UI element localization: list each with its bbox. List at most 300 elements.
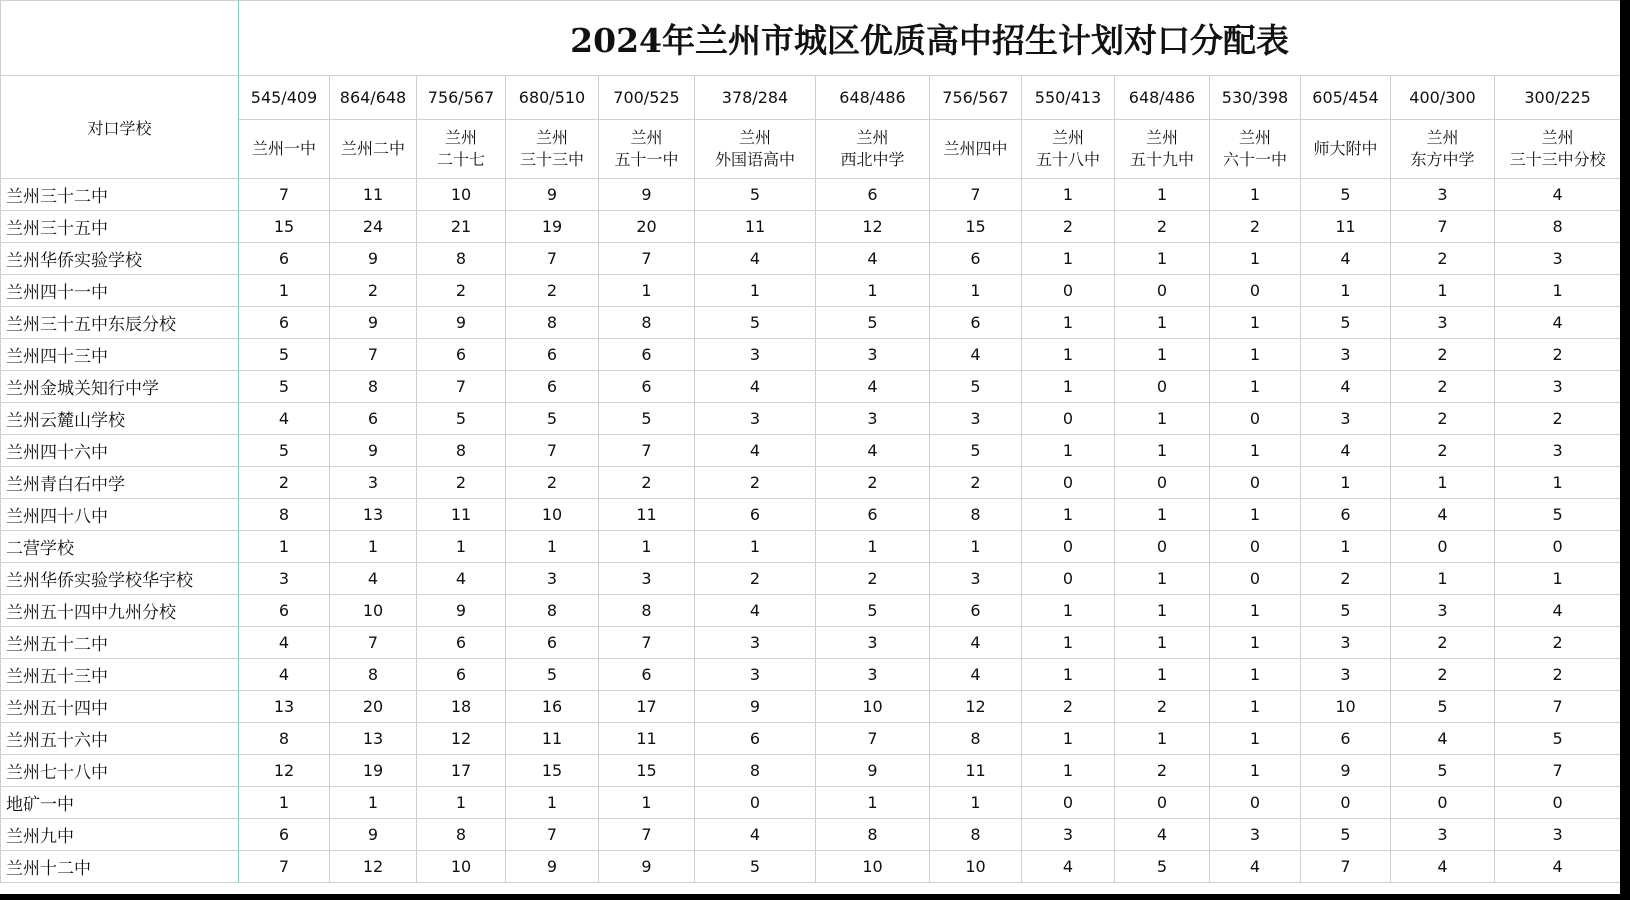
quota-cell[interactable]: 5: [695, 851, 816, 883]
quota-cell[interactable]: 2: [1115, 755, 1210, 787]
quota-cell[interactable]: 7: [816, 723, 930, 755]
quota-cell[interactable]: 0: [1210, 787, 1301, 819]
column-school-name-cell[interactable]: [1495, 120, 1621, 179]
quota-cell[interactable]: 5: [1495, 723, 1621, 755]
quota-cell[interactable]: 9: [1301, 755, 1391, 787]
quota-cell[interactable]: 1: [239, 787, 330, 819]
quota-cell[interactable]: 12: [239, 755, 330, 787]
row-school-cell[interactable]: 兰州云麓山学校: [1, 403, 239, 435]
quota-cell[interactable]: 3: [330, 467, 417, 499]
quota-cell[interactable]: 1: [1391, 563, 1495, 595]
quota-cell[interactable]: 3: [1301, 659, 1391, 691]
quota-cell[interactable]: 10: [330, 595, 417, 627]
quota-cell[interactable]: 13: [330, 499, 417, 531]
quota-cell[interactable]: 6: [930, 307, 1022, 339]
quota-cell[interactable]: 4: [1301, 435, 1391, 467]
quota-cell[interactable]: 1: [1115, 403, 1210, 435]
quota-cell[interactable]: 4: [1022, 851, 1115, 883]
corner-cell[interactable]: [1, 1, 239, 76]
quota-cell[interactable]: 2: [1115, 691, 1210, 723]
quota-cell[interactable]: 1: [1115, 563, 1210, 595]
quota-cell[interactable]: 0: [1022, 467, 1115, 499]
quota-cell[interactable]: 8: [930, 819, 1022, 851]
quota-cell[interactable]: 3: [1301, 403, 1391, 435]
quota-cell[interactable]: 17: [417, 755, 506, 787]
quota-cell[interactable]: 5: [239, 435, 330, 467]
quota-cell[interactable]: 11: [695, 211, 816, 243]
column-school-name-cell[interactable]: [417, 120, 506, 179]
quota-cell[interactable]: 2: [1391, 403, 1495, 435]
row-school-cell[interactable]: 兰州五十六中: [1, 723, 239, 755]
quota-cell[interactable]: 8: [330, 371, 417, 403]
quota-cell[interactable]: 4: [695, 243, 816, 275]
quota-cell[interactable]: 9: [506, 179, 599, 211]
quota-cell[interactable]: 3: [816, 403, 930, 435]
quota-cell[interactable]: 0: [1210, 467, 1301, 499]
quota-cell[interactable]: 4: [1495, 595, 1621, 627]
quota-cell[interactable]: 1: [930, 531, 1022, 563]
quota-cell[interactable]: 3: [1495, 243, 1621, 275]
quota-cell[interactable]: 7: [1391, 211, 1495, 243]
quota-cell[interactable]: 2: [417, 467, 506, 499]
quota-cell[interactable]: 6: [599, 339, 695, 371]
quota-cell[interactable]: 13: [239, 691, 330, 723]
quota-cell[interactable]: 3: [695, 659, 816, 691]
quota-cell[interactable]: 16: [506, 691, 599, 723]
quota-cell[interactable]: 10: [417, 851, 506, 883]
quota-cell[interactable]: 1: [1210, 179, 1301, 211]
quota-cell[interactable]: 3: [816, 339, 930, 371]
quota-cell[interactable]: 11: [1301, 211, 1391, 243]
quota-cell[interactable]: 7: [239, 851, 330, 883]
quota-cell[interactable]: 10: [816, 691, 930, 723]
quota-cell[interactable]: 7: [599, 435, 695, 467]
quota-cell[interactable]: 5: [506, 403, 599, 435]
column-school-name-cell[interactable]: [1022, 120, 1115, 179]
quota-cell[interactable]: 8: [930, 499, 1022, 531]
column-ratio-cell[interactable]: 648/486: [816, 76, 930, 120]
row-school-cell[interactable]: 兰州五十四中九州分校: [1, 595, 239, 627]
quota-cell[interactable]: 2: [816, 563, 930, 595]
quota-cell[interactable]: 2: [1391, 371, 1495, 403]
quota-cell[interactable]: 7: [1301, 851, 1391, 883]
column-school-name-cell[interactable]: [1391, 120, 1495, 179]
quota-cell[interactable]: 3: [816, 627, 930, 659]
quota-cell[interactable]: 1: [1210, 755, 1301, 787]
quota-cell[interactable]: 0: [1022, 531, 1115, 563]
column-school-name-cell[interactable]: [930, 120, 1022, 179]
quota-cell[interactable]: 1: [1301, 275, 1391, 307]
quota-cell[interactable]: 2: [239, 467, 330, 499]
quota-cell[interactable]: 11: [330, 179, 417, 211]
quota-cell[interactable]: 9: [506, 851, 599, 883]
quota-cell[interactable]: 10: [930, 851, 1022, 883]
quota-cell[interactable]: 3: [1391, 819, 1495, 851]
table-title[interactable]: 2024年兰州市城区优质高中招生计划对口分配表: [239, 1, 1621, 76]
quota-cell[interactable]: 6: [506, 627, 599, 659]
quota-cell[interactable]: 1: [1210, 691, 1301, 723]
quota-cell[interactable]: 1: [1210, 595, 1301, 627]
quota-cell[interactable]: 3: [1301, 627, 1391, 659]
quota-cell[interactable]: 4: [1391, 499, 1495, 531]
quota-cell[interactable]: 5: [930, 371, 1022, 403]
quota-cell[interactable]: 3: [506, 563, 599, 595]
quota-cell[interactable]: 1: [599, 531, 695, 563]
quota-cell[interactable]: 5: [239, 371, 330, 403]
quota-cell[interactable]: 0: [1301, 787, 1391, 819]
quota-cell[interactable]: 1: [1495, 275, 1621, 307]
quota-cell[interactable]: 1: [1495, 467, 1621, 499]
quota-cell[interactable]: 2: [695, 563, 816, 595]
quota-cell[interactable]: 12: [816, 211, 930, 243]
quota-cell[interactable]: 3: [695, 627, 816, 659]
quota-cell[interactable]: 2: [1210, 211, 1301, 243]
quota-cell[interactable]: 4: [695, 435, 816, 467]
quota-cell[interactable]: 1: [1495, 563, 1621, 595]
quota-cell[interactable]: 9: [330, 435, 417, 467]
column-school-name-cell[interactable]: [506, 120, 599, 179]
quota-cell[interactable]: 3: [1022, 819, 1115, 851]
quota-cell[interactable]: 1: [1210, 499, 1301, 531]
quota-cell[interactable]: 1: [1210, 627, 1301, 659]
column-ratio-cell[interactable]: 300/225: [1495, 76, 1621, 120]
quota-cell[interactable]: 4: [1115, 819, 1210, 851]
quota-cell[interactable]: 1: [695, 275, 816, 307]
quota-cell[interactable]: 4: [1301, 243, 1391, 275]
quota-cell[interactable]: 1: [1115, 179, 1210, 211]
quota-cell[interactable]: 24: [330, 211, 417, 243]
column-ratio-cell[interactable]: 756/567: [930, 76, 1022, 120]
quota-cell[interactable]: 9: [599, 179, 695, 211]
quota-cell[interactable]: 8: [695, 755, 816, 787]
quota-cell[interactable]: 4: [816, 243, 930, 275]
quota-cell[interactable]: 21: [417, 211, 506, 243]
quota-cell[interactable]: 4: [930, 627, 1022, 659]
quota-cell[interactable]: 7: [1495, 755, 1621, 787]
column-ratio-cell[interactable]: 648/486: [1115, 76, 1210, 120]
column-school-name-cell[interactable]: [1210, 120, 1301, 179]
quota-cell[interactable]: 6: [239, 243, 330, 275]
quota-cell[interactable]: 3: [1495, 819, 1621, 851]
column-school-name-cell[interactable]: [816, 120, 930, 179]
row-school-cell[interactable]: 兰州五十四中: [1, 691, 239, 723]
column-ratio-cell[interactable]: 864/648: [330, 76, 417, 120]
quota-cell[interactable]: 6: [417, 659, 506, 691]
quota-cell[interactable]: 8: [599, 307, 695, 339]
quota-cell[interactable]: 0: [1115, 371, 1210, 403]
quota-cell[interactable]: 2: [1301, 563, 1391, 595]
quota-cell[interactable]: 6: [417, 627, 506, 659]
quota-cell[interactable]: 3: [1301, 339, 1391, 371]
quota-cell[interactable]: 6: [330, 403, 417, 435]
quota-cell[interactable]: 2: [1022, 211, 1115, 243]
quota-cell[interactable]: 1: [1115, 723, 1210, 755]
quota-cell[interactable]: 15: [930, 211, 1022, 243]
quota-cell[interactable]: 7: [599, 819, 695, 851]
quota-cell[interactable]: 7: [239, 179, 330, 211]
quota-cell[interactable]: 6: [599, 659, 695, 691]
quota-cell[interactable]: 4: [1301, 371, 1391, 403]
quota-cell[interactable]: 1: [930, 275, 1022, 307]
quota-cell[interactable]: 6: [417, 339, 506, 371]
quota-cell[interactable]: 17: [599, 691, 695, 723]
quota-cell[interactable]: 4: [1391, 851, 1495, 883]
quota-cell[interactable]: 1: [239, 275, 330, 307]
quota-cell[interactable]: 1: [816, 787, 930, 819]
quota-cell[interactable]: 1: [1022, 435, 1115, 467]
row-school-cell[interactable]: 兰州四十六中: [1, 435, 239, 467]
quota-cell[interactable]: 9: [816, 755, 930, 787]
quota-cell[interactable]: 1: [1301, 531, 1391, 563]
quota-cell[interactable]: 9: [417, 307, 506, 339]
quota-cell[interactable]: 1: [1115, 659, 1210, 691]
column-ratio-cell[interactable]: 530/398: [1210, 76, 1301, 120]
quota-cell[interactable]: 8: [239, 499, 330, 531]
quota-cell[interactable]: 1: [506, 787, 599, 819]
quota-cell[interactable]: 6: [506, 339, 599, 371]
quota-cell[interactable]: 19: [506, 211, 599, 243]
quota-cell[interactable]: 8: [816, 819, 930, 851]
quota-cell[interactable]: 2: [695, 467, 816, 499]
quota-cell[interactable]: 15: [599, 755, 695, 787]
quota-cell[interactable]: 2: [1391, 435, 1495, 467]
quota-cell[interactable]: 0: [1210, 403, 1301, 435]
quota-cell[interactable]: 7: [506, 243, 599, 275]
quota-cell[interactable]: 3: [930, 403, 1022, 435]
quota-cell[interactable]: 3: [1391, 595, 1495, 627]
quota-cell[interactable]: 1: [816, 531, 930, 563]
quota-cell[interactable]: 2: [330, 275, 417, 307]
quota-cell[interactable]: 6: [816, 179, 930, 211]
quota-cell[interactable]: 8: [506, 307, 599, 339]
quota-cell[interactable]: 1: [330, 531, 417, 563]
quota-cell[interactable]: 1: [1115, 243, 1210, 275]
quota-cell[interactable]: 4: [816, 371, 930, 403]
column-ratio-cell[interactable]: 756/567: [417, 76, 506, 120]
column-ratio-cell[interactable]: 605/454: [1301, 76, 1391, 120]
quota-cell[interactable]: 4: [930, 659, 1022, 691]
quota-cell[interactable]: 2: [1391, 243, 1495, 275]
quota-cell[interactable]: 3: [239, 563, 330, 595]
quota-cell[interactable]: 6: [1301, 499, 1391, 531]
quota-cell[interactable]: 9: [695, 691, 816, 723]
quota-cell[interactable]: 2: [1391, 659, 1495, 691]
quota-cell[interactable]: 0: [1022, 787, 1115, 819]
quota-cell[interactable]: 5: [1391, 691, 1495, 723]
quota-cell[interactable]: 13: [330, 723, 417, 755]
quota-cell[interactable]: 1: [816, 275, 930, 307]
quota-cell[interactable]: 5: [417, 403, 506, 435]
row-school-cell[interactable]: 兰州青白石中学: [1, 467, 239, 499]
quota-cell[interactable]: 1: [1115, 307, 1210, 339]
quota-cell[interactable]: 2: [1495, 339, 1621, 371]
row-school-cell[interactable]: 兰州三十二中: [1, 179, 239, 211]
quota-cell[interactable]: 1: [1115, 499, 1210, 531]
quota-cell[interactable]: 1: [239, 531, 330, 563]
quota-cell[interactable]: 4: [239, 627, 330, 659]
quota-cell[interactable]: 4: [1495, 851, 1621, 883]
quota-cell[interactable]: 1: [1022, 339, 1115, 371]
quota-cell[interactable]: 1: [1210, 307, 1301, 339]
quota-cell[interactable]: 12: [417, 723, 506, 755]
column-ratio-cell[interactable]: 700/525: [599, 76, 695, 120]
quota-cell[interactable]: 5: [1495, 499, 1621, 531]
quota-cell[interactable]: 5: [599, 403, 695, 435]
quota-cell[interactable]: 11: [599, 499, 695, 531]
quota-cell[interactable]: 10: [1301, 691, 1391, 723]
quota-cell[interactable]: 2: [1022, 691, 1115, 723]
quota-cell[interactable]: 5: [1391, 755, 1495, 787]
quota-cell[interactable]: 4: [330, 563, 417, 595]
quota-cell[interactable]: 1: [1022, 499, 1115, 531]
quota-cell[interactable]: 9: [330, 819, 417, 851]
quota-cell[interactable]: 3: [1391, 179, 1495, 211]
quota-cell[interactable]: 19: [330, 755, 417, 787]
quota-cell[interactable]: 0: [1022, 563, 1115, 595]
quota-cell[interactable]: 3: [599, 563, 695, 595]
quota-cell[interactable]: 6: [239, 595, 330, 627]
quota-cell[interactable]: 0: [1495, 531, 1621, 563]
quota-cell[interactable]: 6: [930, 243, 1022, 275]
quota-cell[interactable]: 7: [417, 371, 506, 403]
quota-cell[interactable]: 6: [695, 499, 816, 531]
quota-cell[interactable]: 6: [599, 371, 695, 403]
quota-cell[interactable]: 1: [1022, 307, 1115, 339]
quota-cell[interactable]: 4: [930, 339, 1022, 371]
quota-cell[interactable]: 6: [239, 819, 330, 851]
quota-cell[interactable]: 12: [330, 851, 417, 883]
quota-cell[interactable]: 1: [330, 787, 417, 819]
quota-cell[interactable]: 1: [1391, 467, 1495, 499]
quota-cell[interactable]: 15: [506, 755, 599, 787]
quota-cell[interactable]: 10: [506, 499, 599, 531]
quota-cell[interactable]: 1: [1022, 659, 1115, 691]
row-school-cell[interactable]: 兰州华侨实验学校华宇校: [1, 563, 239, 595]
quota-cell[interactable]: 4: [695, 819, 816, 851]
quota-cell[interactable]: 0: [1115, 467, 1210, 499]
column-ratio-cell[interactable]: 550/413: [1022, 76, 1115, 120]
quota-cell[interactable]: 5: [1301, 819, 1391, 851]
row-school-cell[interactable]: 地矿一中: [1, 787, 239, 819]
quota-cell[interactable]: 9: [330, 243, 417, 275]
row-school-cell[interactable]: 兰州九中: [1, 819, 239, 851]
quota-cell[interactable]: 3: [816, 659, 930, 691]
column-ratio-cell[interactable]: 680/510: [506, 76, 599, 120]
quota-cell[interactable]: 7: [330, 339, 417, 371]
quota-cell[interactable]: 10: [816, 851, 930, 883]
column-school-name-cell[interactable]: [599, 120, 695, 179]
row-school-cell[interactable]: 兰州三十五中东辰分校: [1, 307, 239, 339]
quota-cell[interactable]: 20: [599, 211, 695, 243]
quota-cell[interactable]: 5: [1301, 595, 1391, 627]
quota-cell[interactable]: 7: [330, 627, 417, 659]
quota-cell[interactable]: 8: [330, 659, 417, 691]
quota-cell[interactable]: 3: [1210, 819, 1301, 851]
quota-cell[interactable]: 7: [506, 435, 599, 467]
quota-cell[interactable]: 9: [599, 851, 695, 883]
quota-cell[interactable]: 1: [1022, 243, 1115, 275]
quota-cell[interactable]: 5: [506, 659, 599, 691]
quota-cell[interactable]: 0: [1115, 531, 1210, 563]
quota-cell[interactable]: 5: [1301, 307, 1391, 339]
quota-cell[interactable]: 10: [417, 179, 506, 211]
quota-cell[interactable]: 1: [1210, 243, 1301, 275]
quota-cell[interactable]: 1: [1391, 275, 1495, 307]
quota-cell[interactable]: 8: [599, 595, 695, 627]
quota-cell[interactable]: 1: [1022, 755, 1115, 787]
quota-cell[interactable]: 4: [239, 659, 330, 691]
quota-cell[interactable]: 1: [506, 531, 599, 563]
quota-cell[interactable]: 1: [1022, 179, 1115, 211]
quota-cell[interactable]: 1: [1210, 371, 1301, 403]
quota-cell[interactable]: 1: [695, 531, 816, 563]
row-school-cell[interactable]: 二营学校: [1, 531, 239, 563]
quota-cell[interactable]: 2: [930, 467, 1022, 499]
quota-cell[interactable]: 6: [239, 307, 330, 339]
quota-cell[interactable]: 0: [1115, 275, 1210, 307]
quota-cell[interactable]: 2: [1391, 339, 1495, 371]
quota-cell[interactable]: 4: [695, 595, 816, 627]
quota-cell[interactable]: 0: [1022, 403, 1115, 435]
quota-cell[interactable]: 6: [1301, 723, 1391, 755]
quota-cell[interactable]: 11: [599, 723, 695, 755]
row-school-cell[interactable]: 兰州十二中: [1, 851, 239, 883]
quota-cell[interactable]: 0: [1391, 787, 1495, 819]
quota-cell[interactable]: 1: [1115, 339, 1210, 371]
quota-cell[interactable]: 5: [239, 339, 330, 371]
quota-cell[interactable]: 8: [1495, 211, 1621, 243]
quota-cell[interactable]: 2: [599, 467, 695, 499]
quota-cell[interactable]: 8: [239, 723, 330, 755]
quota-cell[interactable]: 5: [1115, 851, 1210, 883]
quota-cell[interactable]: 1: [1115, 435, 1210, 467]
quota-cell[interactable]: 2: [1495, 403, 1621, 435]
row-school-cell[interactable]: 兰州四十八中: [1, 499, 239, 531]
quota-cell[interactable]: 2: [506, 467, 599, 499]
column-school-name-cell[interactable]: [330, 120, 417, 179]
quota-cell[interactable]: 1: [1115, 595, 1210, 627]
quota-cell[interactable]: 4: [417, 563, 506, 595]
quota-cell[interactable]: 11: [417, 499, 506, 531]
quota-cell[interactable]: 11: [930, 755, 1022, 787]
quota-cell[interactable]: 9: [417, 595, 506, 627]
quota-cell[interactable]: 8: [417, 819, 506, 851]
column-ratio-cell[interactable]: 378/284: [695, 76, 816, 120]
quota-cell[interactable]: 2: [506, 275, 599, 307]
quota-cell[interactable]: 2: [1115, 211, 1210, 243]
quota-cell[interactable]: 4: [1391, 723, 1495, 755]
quota-cell[interactable]: 0: [1210, 563, 1301, 595]
quota-cell[interactable]: 1: [1210, 339, 1301, 371]
quota-cell[interactable]: 5: [695, 307, 816, 339]
quota-cell[interactable]: 1: [1022, 371, 1115, 403]
quota-cell[interactable]: 1: [930, 787, 1022, 819]
quota-cell[interactable]: 0: [1210, 531, 1301, 563]
quota-cell[interactable]: 2: [1495, 627, 1621, 659]
quota-cell[interactable]: 3: [695, 403, 816, 435]
row-school-cell[interactable]: 兰州金城关知行中学: [1, 371, 239, 403]
quota-cell[interactable]: 4: [239, 403, 330, 435]
quota-cell[interactable]: 5: [816, 307, 930, 339]
quota-cell[interactable]: 6: [930, 595, 1022, 627]
quota-cell[interactable]: 7: [599, 627, 695, 659]
row-school-cell[interactable]: 兰州五十三中: [1, 659, 239, 691]
quota-cell[interactable]: 9: [330, 307, 417, 339]
quota-cell[interactable]: 15: [239, 211, 330, 243]
quota-cell[interactable]: 0: [1210, 275, 1301, 307]
quota-cell[interactable]: 4: [1495, 179, 1621, 211]
quota-cell[interactable]: 7: [506, 819, 599, 851]
